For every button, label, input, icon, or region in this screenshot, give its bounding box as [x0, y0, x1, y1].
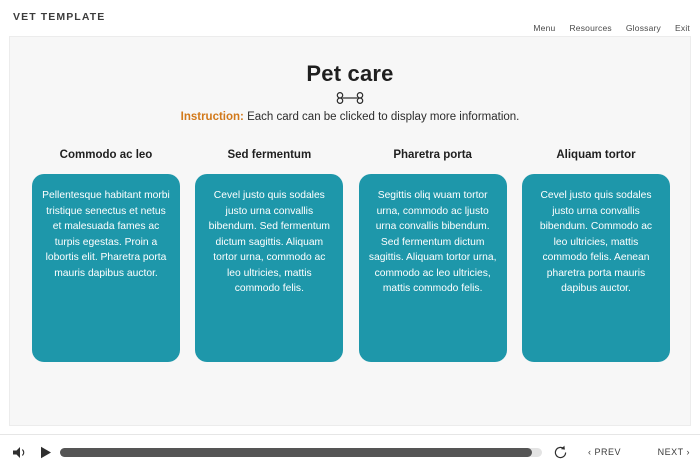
instruction-text: [10, 111, 690, 123]
card-heading: Commodo ac leo: [59, 149, 153, 161]
card-body[interactable]: Pellentesque habitant morbi tristique senectus et netus et malesuada fames ac turpis egestas. Proin a lobortis elit. Pharetra porta mauris dapibus auctor.: [32, 174, 180, 362]
card-body[interactable]: Cevel justo quis sodales justo urna convallis bibendum. Commodo ac leo ultricies, mattis commodo felis. Aenean pharetra porta mauris dapibus auctor.: [522, 174, 670, 362]
replay-icon[interactable]: [553, 445, 568, 465]
prev-label: PREV: [594, 447, 622, 457]
player-bar: [0, 434, 700, 470]
bone-icon: [335, 91, 365, 105]
nav-menu[interactable]: Menu: [533, 23, 556, 33]
nav-resources[interactable]: Resources: [569, 23, 612, 33]
nav-glossary[interactable]: Glossary: [625, 23, 662, 33]
play-icon[interactable]: [40, 446, 52, 464]
card-body[interactable]: Segittis oliq wuam tortor urna, commodo ac ljusto urna convallis bibendum. Sed fermentum dictum sagittis. Aliquam tortor urna, commodo ac leo ultricies, mattis commodo felis.: [359, 174, 507, 362]
next-label: NEXT: [657, 447, 684, 457]
card-heading: Aliquam tortor: [556, 149, 636, 161]
progress-fill: [60, 448, 532, 457]
card-heading: Sed fermentum: [227, 149, 312, 161]
card-2: [195, 149, 343, 362]
card-body[interactable]: Cevel justo quis sodales justo urna convallis bibendum. Sed fermentum dictum sagittis. Aliquam tortor urna, commodo ac leo ultricies, mattis commodo felis.: [195, 174, 343, 362]
page-title: Pet care: [306, 61, 394, 86]
progress-scrubber[interactable]: [60, 448, 542, 457]
brand-title: VET TEMPLATE: [13, 11, 106, 23]
bone-icon-wrapper: [10, 91, 690, 110]
card-row: [32, 149, 670, 362]
prev-button[interactable]: [588, 447, 621, 457]
card-1: [32, 149, 180, 362]
top-navigation: [533, 23, 690, 33]
card-heading: Pharetra porta: [393, 149, 472, 161]
nav-exit[interactable]: Exit: [675, 23, 690, 33]
card-4: [522, 149, 670, 362]
next-button[interactable]: [658, 447, 690, 457]
card-3: [359, 149, 507, 362]
instruction-label: Instruction:: [180, 111, 244, 123]
chevron-left-icon: ‹: [588, 447, 592, 457]
volume-icon[interactable]: [13, 446, 27, 464]
chevron-right-icon: ›: [686, 447, 690, 457]
top-bar: [0, 0, 700, 36]
slide-canvas: [9, 36, 691, 426]
instruction-body: Each card can be clicked to display more information.: [243, 111, 520, 123]
